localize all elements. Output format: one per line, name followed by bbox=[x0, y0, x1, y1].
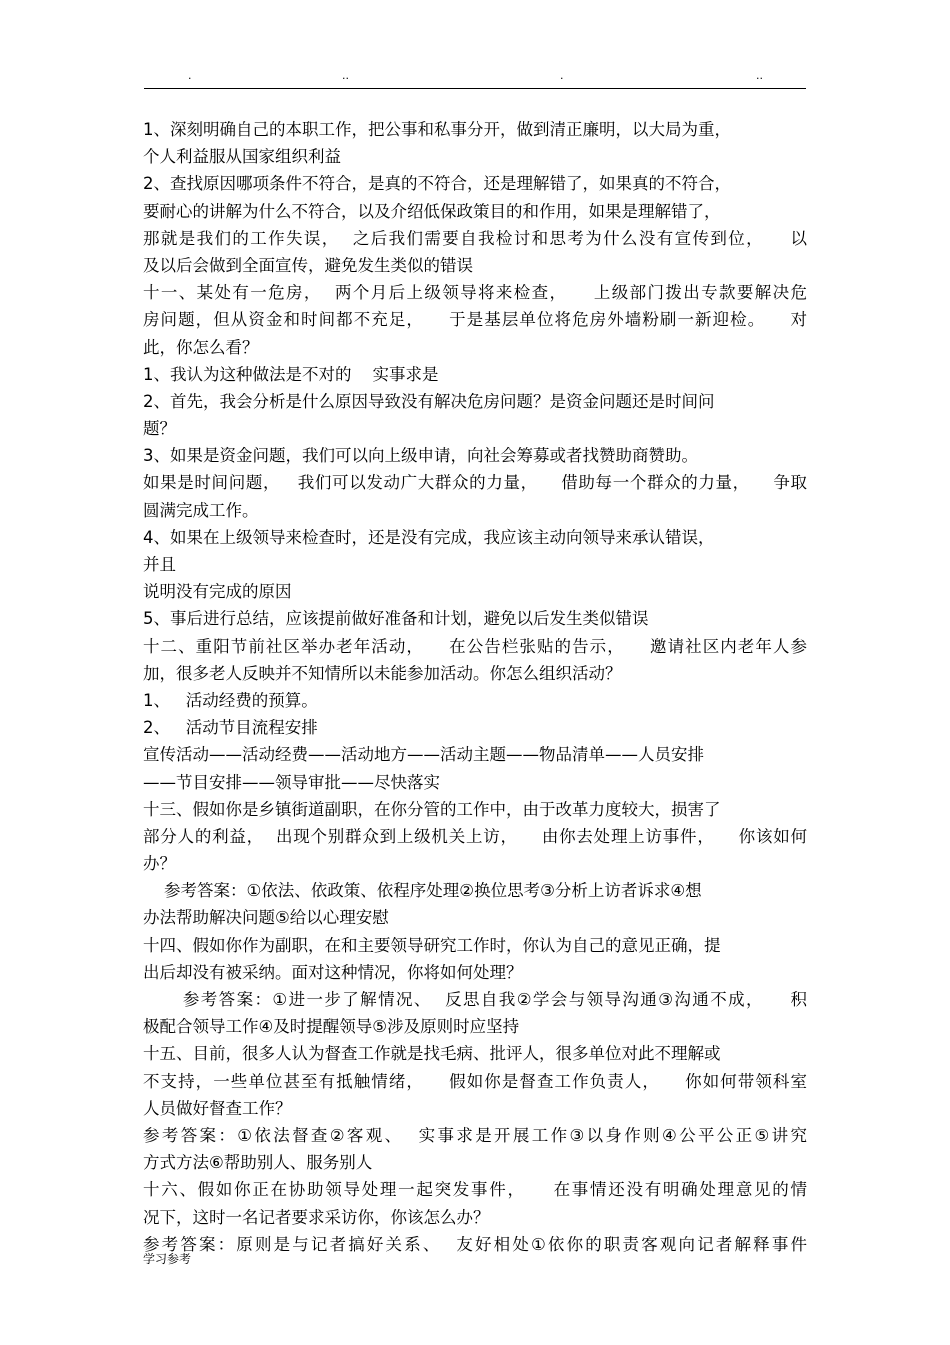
text-line: 说明没有完成的原因 bbox=[143, 582, 292, 602]
document-body bbox=[143, 116, 813, 1258]
text-line: 参考答案：①依法督查②客观、 实事求是开展工作③以身作则④公平公正⑤讲究 bbox=[143, 1125, 807, 1145]
text-line: 方式方法⑥帮助别人、服务别人 bbox=[143, 1153, 373, 1173]
header-dots bbox=[144, 70, 806, 86]
footer-label: 学习参考 bbox=[143, 1252, 192, 1266]
header-dot: .. bbox=[756, 69, 763, 82]
text-line: 办法帮助解决问题⑤给以心理安慰 bbox=[143, 908, 389, 928]
header-rule bbox=[144, 88, 806, 89]
text-line: 如果是时间问题， 我们可以发动广大群众的力量， 借助每一个群众的力量， 争取 bbox=[143, 473, 807, 493]
text-line: 极配合领导工作④及时提醒领导⑤涉及原则时应坚持 bbox=[143, 1017, 520, 1037]
text-line: 部分人的利益， 出现个别群众到上级机关上访， 由你去处理上访事件， 你该如何 bbox=[143, 826, 807, 846]
text-line: 十六、假如你正在协助领导处理一起突发事件， 在事情还没有明确处理意见的情 bbox=[143, 1180, 807, 1200]
text-line: 题？ bbox=[143, 419, 176, 439]
text-line: 那就是我们的工作失误， 之后我们需要自我检讨和思考为什么没有宣传到位， 以 bbox=[143, 228, 807, 248]
text-line: 2、首先，我会分析是什么原因导致没有解决危房问题？是资金问题还是时间问 bbox=[143, 391, 715, 411]
text-line: 十一、某处有一危房， 两个月后上级领导将来检查， 上级部门拨出专款要解决危 bbox=[143, 283, 807, 303]
text-line: 个人利益服从国家组织利益 bbox=[143, 147, 341, 167]
text-line: 况下，这时一名记者要求采访你，你该怎么办？ bbox=[143, 1207, 490, 1227]
text-line: 房问题，但从资金和时间都不充足， 于是基层单位将危房外墙粉刷一新迎检。 对 bbox=[143, 310, 807, 330]
text-line: 1、我认为这种做法是不对的 实事求是 bbox=[143, 364, 439, 384]
text-line: 4、如果在上级领导来检查时，还是没有完成，我应该主动向领导来承认错误， bbox=[143, 527, 715, 547]
text-line: 2、 活动节目流程安排 bbox=[143, 718, 318, 738]
text-line: 宣传活动——活动经费——活动地方——活动主题——物品清单——人员安排 bbox=[143, 745, 704, 765]
text-line: 2、查找原因哪项条件不符合，是真的不符合，还是理解错了，如果真的不符合， bbox=[143, 174, 731, 194]
text-line: 十二、重阳节前社区举办老年活动， 在公告栏张贴的告示， 邀请社区内老年人参 bbox=[143, 636, 807, 656]
text-line: 十三、假如你是乡镇街道副职，在你分管的工作中，由于改革力度较大，损害了 bbox=[143, 799, 721, 819]
text-line: 要耐心的讲解为什么不符合，以及介绍低保政策目的和作用，如果是理解错了， bbox=[143, 201, 721, 221]
text-line: 并且 bbox=[143, 555, 176, 574]
text-line: 此，你怎么看？ bbox=[143, 337, 259, 357]
text-line: 人员做好督查工作？ bbox=[143, 1098, 292, 1118]
text-line: 及以后会做到全面宣传，避免发生类似的错误 bbox=[143, 255, 473, 275]
text-line: 参考答案：①依法、依政策、依程序处理②换位思考③分析上访者诉求④想 bbox=[143, 881, 702, 901]
text-line: 3、如果是资金问题，我们可以向上级申请，向社会筹募或者找赞助商赞助。 bbox=[143, 446, 698, 466]
text-line: 参考答案：①进一步了解情况、 反思自我②学会与领导沟通③沟通不成， 积 bbox=[143, 990, 807, 1009]
text-line: 参考答案：原则是与记者搞好关系、 友好相处①依你的职责客观向记者解释事件 bbox=[143, 1234, 807, 1254]
header-dot: .. bbox=[342, 69, 349, 82]
text-line: 1、 活动经费的预算。 bbox=[143, 690, 318, 710]
text-line: 十四、假如你作为副职，在和主要领导研究工作时，你认为自己的意见正确，提 bbox=[143, 935, 721, 955]
text-line: 办？ bbox=[143, 854, 176, 874]
text-line: 1、深刻明确自己的本职工作，把公事和私事分开，做到清正廉明，以大局为重， bbox=[143, 120, 731, 139]
text-line: 十五、目前，很多人认为督查工作就是找毛病、批评人，很多单位对此不理解或 bbox=[143, 1044, 721, 1064]
text-line: 5、事后进行总结，应该提前做好准备和计划，避免以后发生类似错误 bbox=[143, 609, 649, 629]
text-line: 出后却没有被采纳。面对这种情况，你将如何处理？ bbox=[143, 962, 523, 982]
text-line: 不支持，一些单位甚至有抵触情绪， 假如你是督查工作负责人， 你如何带领科室 bbox=[143, 1071, 807, 1091]
text-line: 加，很多老人反映并不知情所以未能参加活动。你怎么组织活动？ bbox=[143, 663, 622, 683]
text-line: 圆满完成工作。 bbox=[143, 500, 259, 520]
header-dot: . bbox=[560, 69, 564, 82]
header-dot: . bbox=[188, 69, 192, 82]
text-line: ——节目安排——领导审批——尽快落实 bbox=[143, 772, 440, 792]
